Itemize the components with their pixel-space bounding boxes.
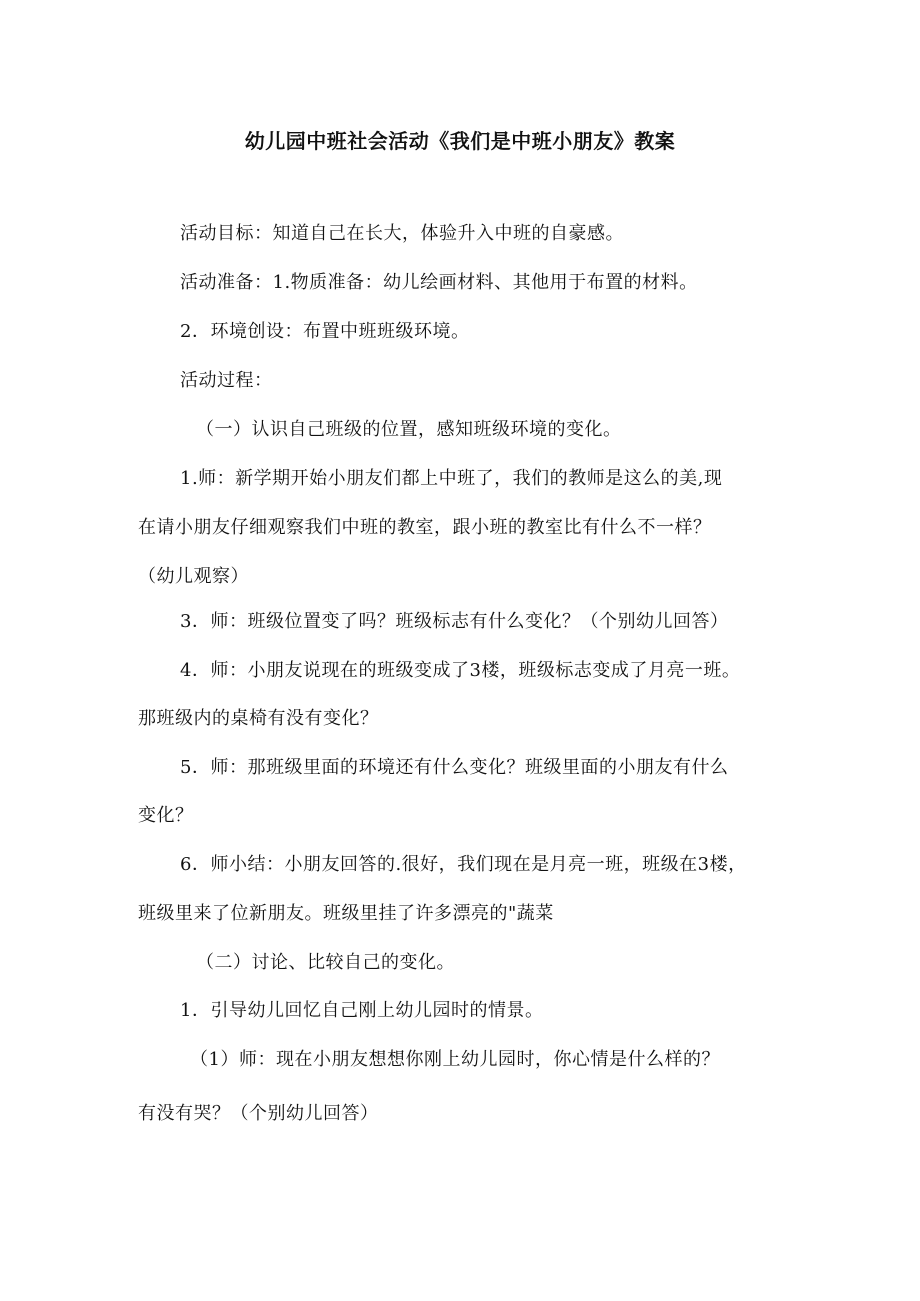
text-line-10: 4．师：小朋友说现在的班级变成了3楼，班级标志变成了月亮一班。 bbox=[180, 660, 741, 681]
text-line-15: 班级里来了位新朋友。班级里挂了许多漂亮的"蔬菜 bbox=[138, 903, 554, 924]
text-line-4: 活动过程： bbox=[180, 370, 273, 391]
text-line-7: 在请小朋友仔细观察我们中班的教室，跟小班的教室比有什么不一样？ bbox=[138, 517, 712, 538]
text-line-18: （1）师：现在小朋友想想你刚上幼儿园时，你心情是什么样的？ bbox=[190, 1049, 720, 1070]
text-line-2: 活动准备：1.物质准备：幼儿绘画材料、其他用于布置的材料。 bbox=[180, 272, 698, 293]
text-line-6: 1.师：新学期开始小朋友们都上中班了，我们的教师是这么的美,现 bbox=[180, 468, 723, 489]
text-line-9: 3．师：班级位置变了吗？班级标志有什么变化？（个别幼儿回答） bbox=[180, 611, 729, 632]
text-line-5: （一）认识自己班级的位置，感知班级环境的变化。 bbox=[196, 419, 622, 440]
text-line-1: 活动目标：知道自己在长大，体验升入中班的自豪感。 bbox=[180, 223, 624, 244]
text-line-12: 5．师：那班级里面的环境还有什么变化？班级里面的小朋友有什么 bbox=[180, 757, 729, 778]
text-line-13: 变化？ bbox=[138, 805, 194, 826]
text-line-17: 1．引导幼儿回忆自己刚上幼儿园时的情景。 bbox=[180, 1000, 544, 1021]
text-line-8: （幼儿观察） bbox=[138, 566, 249, 587]
text-line-14: 6．师小结：小朋友回答的.很好，我们现在是月亮一班，班级在3楼， bbox=[180, 854, 747, 875]
text-line-16: （二）讨论、比较自己的变化。 bbox=[196, 952, 455, 973]
text-line-19: 有没有哭？（个别幼儿回答） bbox=[138, 1103, 379, 1124]
text-line-11: 那班级内的桌椅有没有变化？ bbox=[138, 708, 379, 729]
document-title: 幼儿园中班社会活动《我们是中班小朋友》教案 bbox=[244, 129, 676, 153]
text-line-3: 2．环境创设：布置中班班级环境。 bbox=[180, 321, 470, 342]
